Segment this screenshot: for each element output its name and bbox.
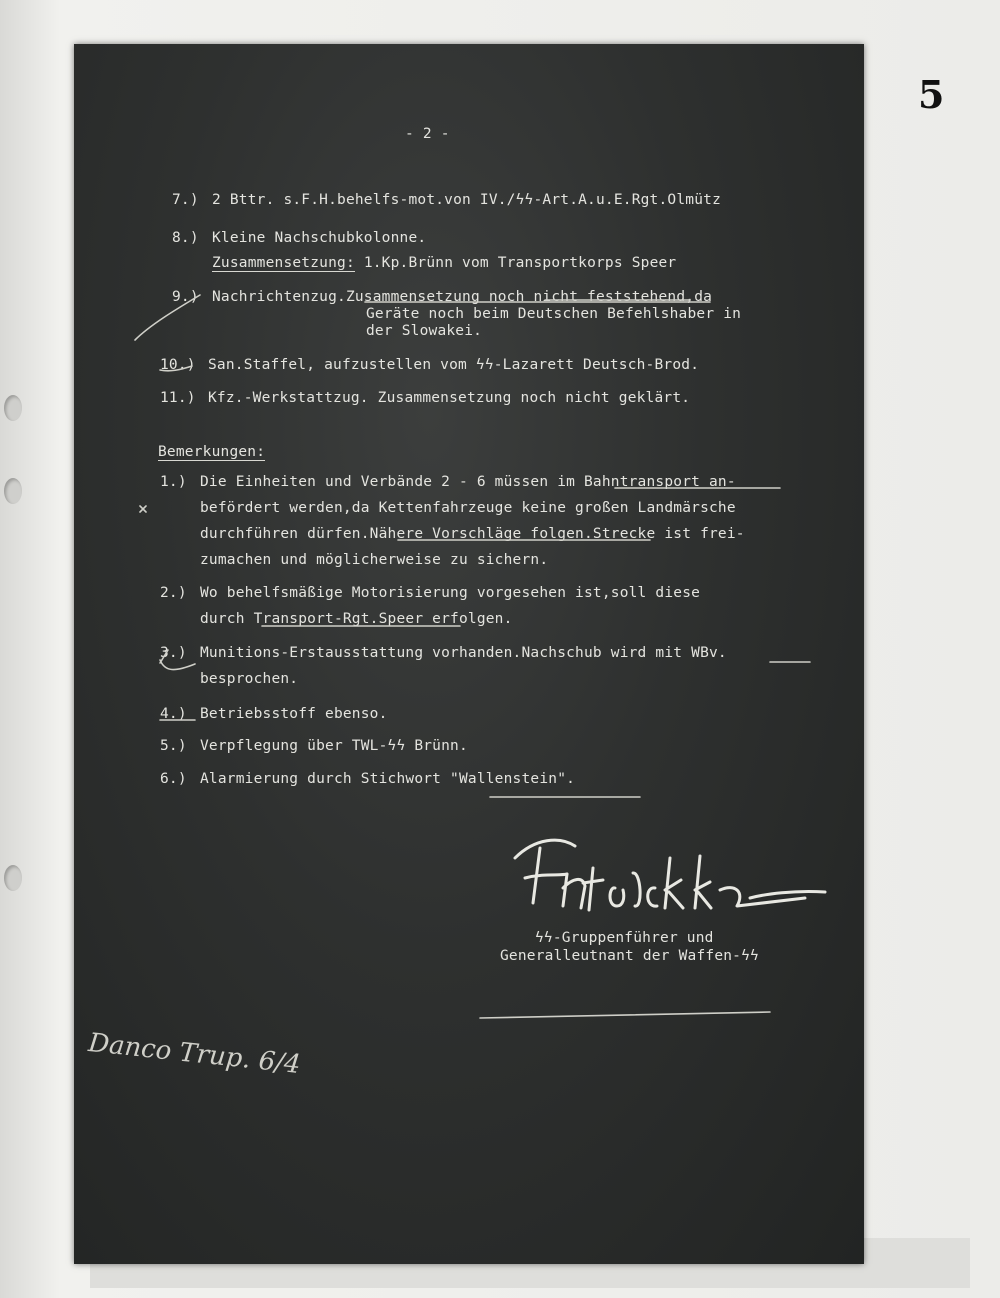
remark-line: Betriebsstoff ebenso. — [200, 706, 388, 722]
item-text: Kleine Nachschubkolonne. — [212, 230, 427, 246]
signature-title-line1: ϟϟ-Gruppenführer und — [535, 930, 714, 946]
handwritten-note: Danco Trup. 6/4 — [86, 1028, 302, 1081]
corner-page-number: 5 — [918, 72, 945, 117]
remark-line: befördert werden,da Kettenfahrzeuge keine großen Landmärsche — [200, 500, 736, 516]
punch-hole — [4, 395, 22, 421]
remark-number: 4.) — [160, 706, 187, 722]
item-text: San.Staffel, aufzustellen vom ϟϟ-Lazarett Deutsch-Brod. — [208, 357, 700, 373]
remark-line: zumachen und möglicherweise zu sichern. — [200, 552, 549, 568]
remark-number: 3.) — [160, 645, 187, 661]
item-number: 7.) — [172, 192, 199, 208]
item-text: 2 Bttr. s.F.H.behelfs-mot.von IV./ϟϟ-Art.A.u.E.Rgt.Olmütz — [212, 192, 721, 208]
item-text: Kfz.-Werkstattzug. Zusammensetzung noch nicht geklärt. — [208, 390, 691, 406]
remark-number: 6.) — [160, 771, 187, 787]
remark-line: besprochen. — [200, 671, 299, 687]
item-number: 10.) — [160, 357, 196, 373]
punch-hole — [4, 478, 22, 504]
item-subline — [212, 255, 676, 271]
remark-line: Alarmierung durch Stichwort "Wallenstein". — [200, 771, 576, 787]
handwritten-signature — [505, 828, 835, 928]
item-text: Nachrichtenzug.Zusammensetzung noch nicht feststehend,da — [212, 289, 713, 305]
item-number: 9.) — [172, 289, 199, 305]
remark-line: durch Transport-Rgt.Speer erfolgen. — [200, 611, 513, 627]
composition-text: 1.Kp.Brünn vom Transportkorps Speer — [354, 255, 677, 271]
remarks-heading: Bemerkungen: — [158, 444, 266, 460]
item-number: 11.) — [160, 390, 196, 406]
remark-line: Munitions-Erstausstattung vorhanden.Nachschub wird mit WBv. — [200, 645, 727, 661]
remark-number: 2.) — [160, 585, 187, 601]
punch-hole — [4, 865, 22, 891]
remark-line: Wo behelfsmäßige Motorisierung vorgesehen ist,soll diese — [200, 585, 701, 601]
signature-title-line2: Generalleutnant der Waffen-ϟϟ — [500, 948, 759, 964]
item-number: 8.) — [172, 230, 199, 246]
item-continuation: Geräte noch beim Deutschen Befehlshaber in — [366, 306, 742, 322]
composition-label: Zusammensetzung: — [212, 255, 355, 271]
remark-line: Die Einheiten und Verbände 2 - 6 müssen im Bahntransport an- — [200, 474, 736, 490]
remark-number: 5.) — [160, 738, 187, 754]
remark-line: durchführen dürfen.Nähere Vorschläge folgen.Strecke ist frei- — [200, 526, 745, 542]
remark-line: Verpflegung über TWL-ϟϟ Brünn. — [200, 738, 468, 754]
page-marker: - 2 - — [405, 126, 450, 142]
remark-number: 1.) — [160, 474, 187, 490]
item-continuation: der Slowakei. — [366, 323, 483, 339]
